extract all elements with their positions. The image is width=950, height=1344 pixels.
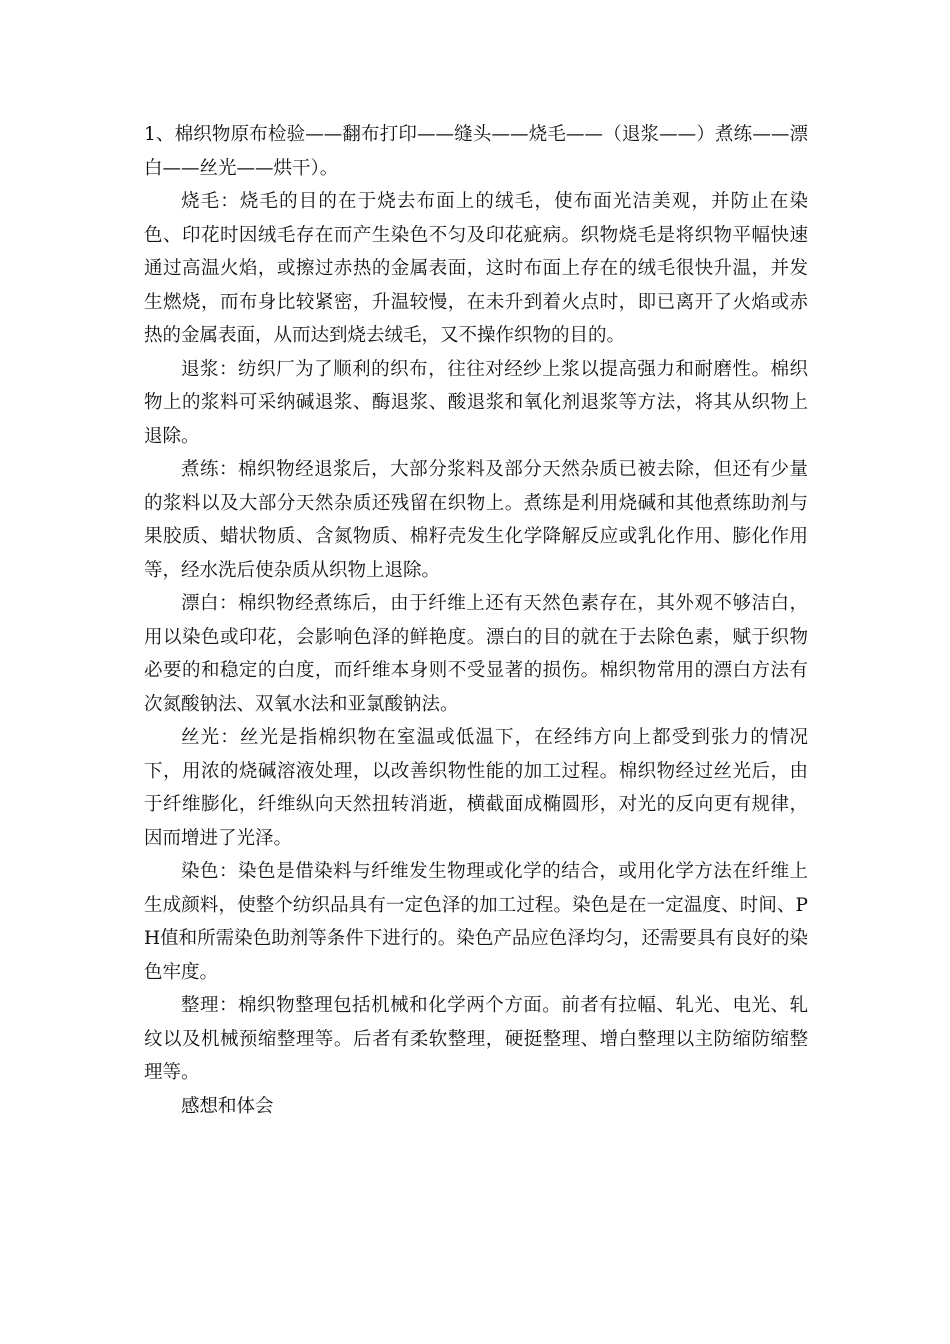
- mercerizing-paragraph: 丝光：丝光是指棉织物在室温或低温下，在经纬方向上都受到张力的情况下，用浓的烧碱溶液处理，以改善织物性能的加工过程。棉织物经过丝光后，由于纤维膨化，纤维纵向天然扭转消逝，横截面成椭圆形，对光的反向更有规律，因而增进了光泽。: [144, 727, 808, 849]
- process-flow-paragraph: 1、棉织物原布检验——翻布打印——缝头——烧毛——（退浆——）煮练——漂白——丝光——烘干）。: [144, 124, 808, 179]
- desizing-paragraph: 退浆：纺织厂为了顺利的织布，往往对经纱上浆以提高强力和耐磨性。棉织物上的浆料可采纳碱退浆、酶退浆、酸退浆和氧化剂退浆等方法，将其从织物上退除。: [144, 358, 808, 447]
- singeing-paragraph: 烧毛：烧毛的目的在于烧去布面上的绒毛，使布面光洁美观，并防止在染色、印花时因绒毛存在而产生染色不匀及印花疵病。织物烧毛是将织物平幅快速通过高温火焰，或擦过赤热的金属表面，这时布面上存在的绒毛很快升温，并发生燃烧，而布身比较紧密，升温较慢，在未升到着火点时，即已离开了火焰或赤热的金属表面，从而达到烧去绒毛，又不操作织物的目的。: [144, 191, 808, 346]
- dyeing-paragraph: 染色：染色是借染料与纤维发生物理或化学的结合，或用化学方法在纤维上生成颜料，使整个纺织品具有一定色泽的加工过程。染色是在一定温度、时间、PH值和所需染色助剂等条件下进行的。染色产品应色泽均匀，还需要具有良好的染色牢度。: [144, 861, 808, 983]
- bleaching-paragraph: 漂白：棉织物经煮练后，由于纤维上还有天然色素存在，其外观不够洁白，用以染色或印花，会影响色泽的鲜艳度。漂白的目的就在于去除色素，赋于织物必要的和稳定的白度，而纤维本身则不受显著的损伤。棉织物常用的漂白方法有次氮酸钠法、双氧水法和亚氯酸钠法。: [144, 593, 808, 715]
- scouring-paragraph: 煮练：棉织物经退浆后，大部分浆料及部分天然杂质已被去除，但还有少量的浆料以及大部分天然杂质还残留在织物上。煮练是利用烧碱和其他煮练助剂与果胶质、蜡状物质、含氮物质、棉籽壳发生化学降解反应或乳化作用、膨化作用等，经水洗后使杂质从织物上退除。: [144, 459, 808, 581]
- document-page: [144, 118, 808, 1123]
- reflection-heading: 感想和体会: [181, 1095, 274, 1117]
- finishing-paragraph: 整理：棉织物整理包括机械和化学两个方面。前者有拉幅、轧光、电光、轧纹以及机械预缩整理等。后者有柔软整理，硬挺整理、增白整理以主防缩防缩整理等。: [144, 995, 808, 1083]
